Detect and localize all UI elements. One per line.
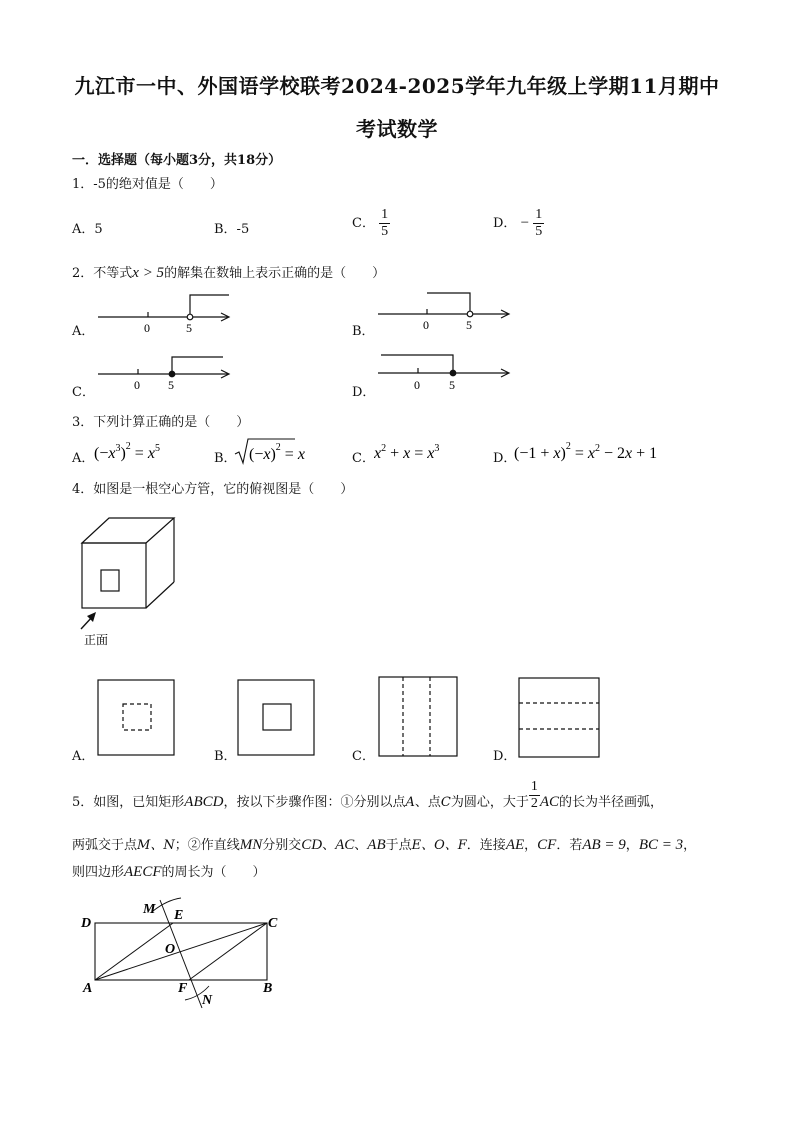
q2-number-line-c	[95, 352, 235, 397]
q1-stem: 1．-5的绝对值是（ ）	[72, 177, 223, 192]
q5-text: ，按以下步骤作图：①分别以点	[223, 795, 406, 810]
q3-option-b-label: B．	[214, 451, 237, 466]
q5-point-c: C	[440, 795, 451, 810]
q3-option-a-label: A．	[72, 451, 95, 466]
q2-option-a: A．	[72, 324, 95, 339]
q4-stem: 4．如图是一根空心方管，它的俯视图是（ ）	[72, 482, 354, 497]
open-circle-icon	[187, 314, 193, 320]
q5-text: 于点	[385, 838, 412, 853]
q1-d-numerator: 1	[535, 207, 543, 222]
tick-label-0: 0	[423, 318, 429, 332]
q2-number-line-a	[95, 290, 235, 335]
q5-text: ．连接	[466, 838, 506, 853]
q5-text: ．若	[556, 838, 583, 853]
q4-option-d-figure	[517, 676, 601, 760]
q1-d-denominator: 5	[535, 224, 543, 239]
q1-option-d-label: D．	[493, 216, 517, 231]
q3-stem: 3．下列计算正确的是（ ）	[72, 415, 250, 430]
label-c: C	[268, 916, 278, 931]
q1-option-c-fraction	[379, 207, 390, 240]
svg-text:(−x3)2 = x5: $(-x^3)^2 = x^5$	[94, 441, 160, 462]
q2-stem-post: 的解集在数轴上表示正确的是（ ）	[164, 266, 386, 281]
label-b: B	[263, 981, 273, 996]
q5-points-mn: M、N	[137, 838, 175, 853]
q5-math-bc3: BC = 3	[638, 837, 684, 853]
front-label: 正面	[84, 633, 109, 647]
q5-half-fraction	[529, 779, 540, 812]
q5-text: 的周长为（ ）	[161, 865, 266, 880]
q5-point-a: A	[405, 795, 415, 810]
q1-c-denominator: 5	[381, 224, 389, 239]
tick-label-0: 0	[134, 378, 140, 392]
q5-text: 分别交	[262, 838, 302, 853]
q5-text: 两弧交于点	[72, 838, 138, 853]
q3-option-a-formula	[94, 438, 184, 466]
q3-option-c-formula	[374, 438, 464, 466]
q5-math-abcd: ABCD	[184, 794, 224, 810]
tick-label-5: 5	[466, 318, 472, 332]
q2-stem	[72, 262, 385, 282]
q5-math-ab: AB	[367, 837, 386, 853]
q5-text: ；②作直线	[174, 838, 240, 853]
q4-square-tube-figure	[72, 512, 192, 652]
label-a: A	[83, 981, 93, 996]
q1-option-d-fraction	[533, 207, 544, 240]
q5-math-mn: MN	[239, 837, 263, 853]
page-title: 九江市一中、外国语学校联考2024-2025学年九年级上学期11月期中	[74, 74, 720, 98]
page-title-line2: 考试数学	[356, 117, 438, 141]
q1-option-d	[493, 207, 544, 240]
svg-text:x2 + x = x3: $x^2 + x = x^3$	[374, 443, 440, 462]
q5-line1	[72, 779, 664, 812]
q4-option-a-figure	[96, 678, 178, 758]
q1-c-numerator: 1	[381, 207, 389, 222]
q5-math-cd: CD	[301, 837, 323, 853]
q2-option-d: D．	[352, 385, 376, 400]
q5-text: 的长为半径画弧，	[559, 795, 664, 810]
q5-points-eof: E、O、F	[411, 838, 467, 853]
q3-option-d-formula	[514, 438, 674, 466]
q3-option-c-label: C．	[352, 451, 375, 466]
tick-label-0: 0	[414, 378, 420, 392]
closed-circle-icon	[169, 371, 175, 377]
q4-option-a-label: A．	[72, 749, 95, 764]
svg-text:(−1 + x)2 = x2 − 2x + 1: $(-1 + x)^2 = x^2 - 2x + 1$	[514, 441, 658, 462]
q1-d-sign: −	[520, 215, 530, 231]
q5-math-ab9: AB = 9	[582, 837, 626, 853]
q5-text: ，	[524, 838, 538, 853]
q5-line2	[72, 834, 696, 854]
q5-text: ，	[683, 838, 697, 853]
open-circle-icon	[467, 311, 473, 317]
q2-option-b: B．	[352, 324, 375, 339]
q5-text: 5．如图，已知矩形	[72, 795, 185, 810]
q3-option-b-formula	[233, 436, 323, 468]
tick-label-0: 0	[144, 321, 150, 335]
q1-option-a: A．5	[72, 222, 103, 237]
q5-rectangle-figure	[75, 893, 295, 1023]
q3-option-d-label: D．	[493, 451, 517, 466]
label-f: F	[178, 981, 188, 996]
q4-option-c-figure	[377, 675, 459, 759]
tick-label-5: 5	[168, 378, 174, 392]
q5-text: 则四边形	[72, 865, 125, 880]
q5-math-cf: CF	[537, 837, 557, 853]
q5-text: 、	[354, 838, 368, 853]
label-o: O	[165, 942, 176, 957]
section-header: 一．选择题（每小题3分，共18分）	[72, 153, 282, 168]
label-m: M	[143, 902, 156, 917]
q5-text: ，	[625, 838, 639, 853]
tick-label-5: 5	[449, 378, 455, 392]
q5-half-den: 2	[530, 796, 538, 811]
q4-option-c-label: C．	[352, 749, 375, 764]
q2-number-line-b	[375, 290, 515, 335]
q2-inequality: x > 5	[132, 265, 165, 281]
q5-text: 、	[322, 838, 336, 853]
q5-math-ae: AE	[505, 837, 525, 853]
q5-math-aecf: AECF	[124, 864, 162, 880]
q5-math-ac: AC	[539, 794, 560, 810]
q5-text: 为圆心，大于	[450, 795, 529, 810]
q5-half-num: 1	[530, 779, 538, 794]
q4-option-d-label: D．	[493, 749, 517, 764]
q2-option-c: C．	[72, 385, 95, 400]
tick-label-5: 5	[186, 321, 192, 335]
q5-math-ac: AC	[335, 837, 355, 853]
label-e: E	[174, 908, 184, 923]
label-d: D	[81, 916, 92, 931]
q2-number-line-d	[375, 352, 515, 397]
q1-option-c	[352, 207, 390, 240]
label-n: N	[202, 993, 213, 1008]
q2-stem-pre: 2．不等式	[72, 266, 133, 281]
q4-option-b-figure	[236, 678, 318, 758]
q1-option-c-label: C．	[352, 216, 375, 231]
svg-text:(−x)2 = x: $(-x)^2 = x$	[249, 442, 305, 463]
q1-option-b: B．-5	[214, 222, 250, 237]
q5-text: 、点	[414, 795, 441, 810]
closed-circle-icon	[450, 370, 456, 376]
q5-line3	[72, 861, 266, 881]
q4-option-b-label: B．	[214, 749, 237, 764]
